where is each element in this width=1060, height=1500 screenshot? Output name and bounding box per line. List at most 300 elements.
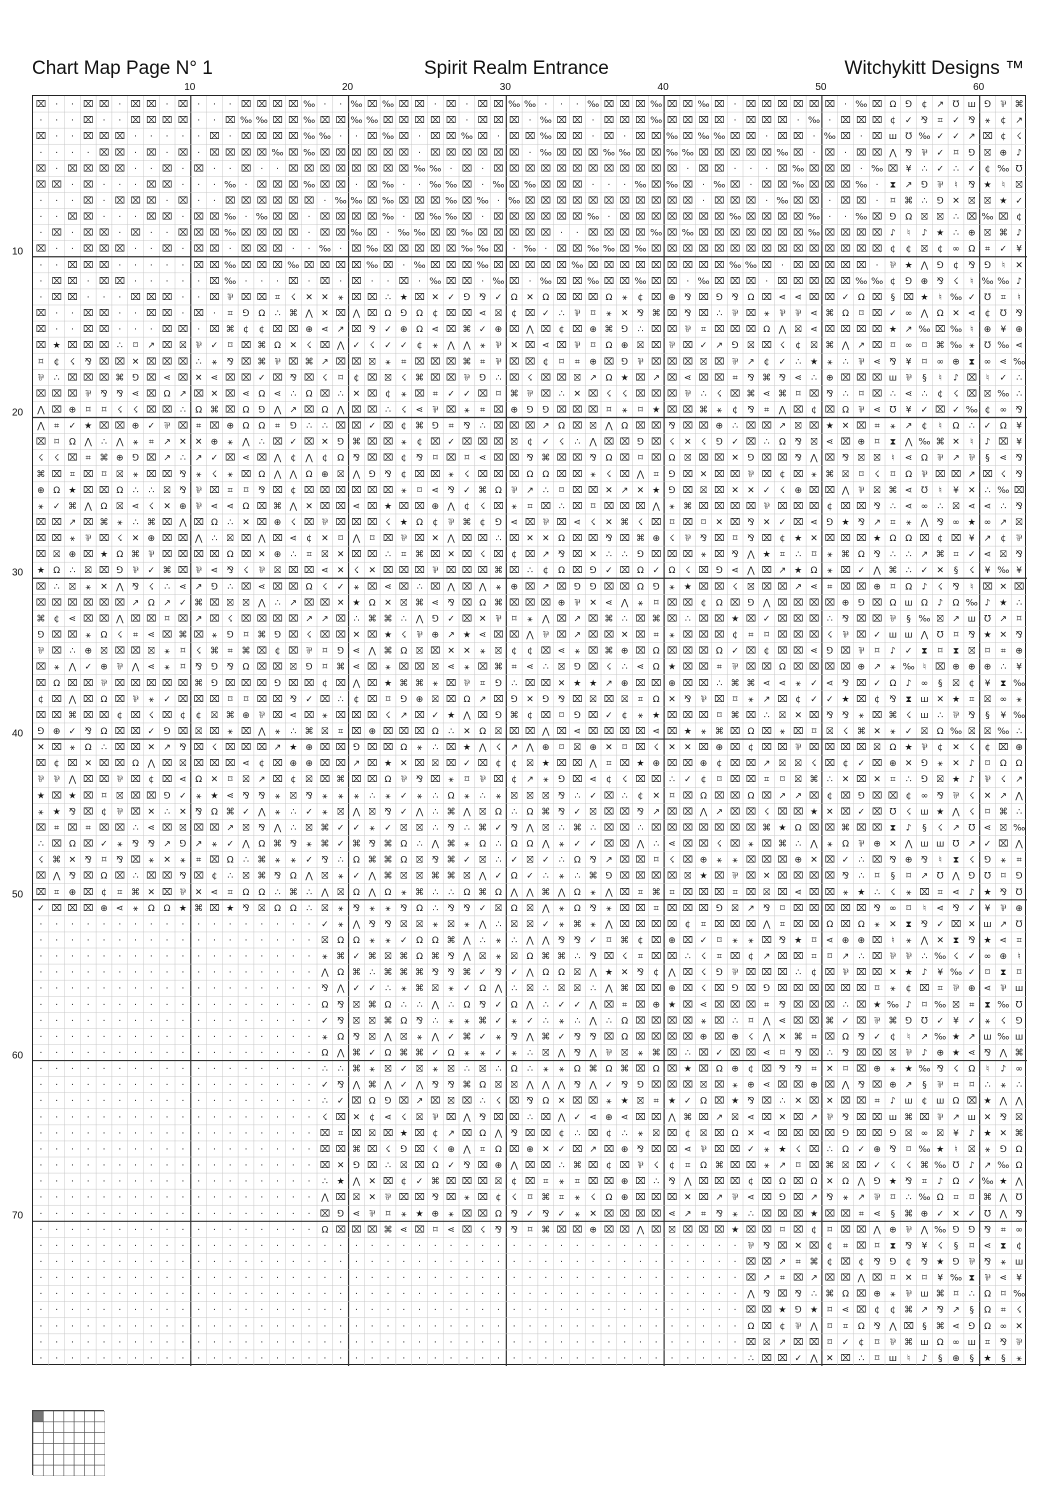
chart-cell-symbol: ¢ bbox=[54, 614, 60, 624]
chart-cell-symbol: ⚹ bbox=[464, 663, 470, 673]
chart-cell-symbol: ⋅ bbox=[197, 1193, 200, 1203]
chart-cell-symbol: ⌘ bbox=[573, 823, 582, 833]
chart-cell-symbol: ⋅ bbox=[229, 984, 232, 994]
chart-cell-symbol: ⛝ bbox=[243, 823, 250, 833]
chart-cell-symbol: ⋅ bbox=[544, 100, 547, 110]
chart-cell-symbol: ✓ bbox=[400, 791, 408, 801]
chart-cell-symbol: ↗ bbox=[779, 1161, 787, 1171]
chart-cell-symbol: ⅁ bbox=[716, 904, 723, 914]
chart-cell-symbol: Ω bbox=[732, 1129, 739, 1139]
stitch-chart-grid bbox=[32, 95, 1026, 1365]
chart-cell-symbol: ⊕ bbox=[936, 1049, 944, 1059]
chart-cell-symbol: ☇ bbox=[322, 373, 327, 383]
chart-cell-symbol: ⋅ bbox=[103, 1081, 106, 1091]
chart-cell-symbol: ☇ bbox=[938, 823, 943, 833]
chart-cell-symbol: ш bbox=[889, 132, 897, 142]
chart-cell-symbol: ⋅ bbox=[71, 325, 74, 335]
chart-cell-symbol: ⋅ bbox=[434, 1322, 437, 1332]
chart-cell-symbol: ⌧ bbox=[872, 132, 882, 142]
chart-cell-symbol: ✕ bbox=[589, 598, 597, 608]
chart-cell-symbol: ✓ bbox=[432, 711, 440, 721]
chart-cell-symbol: ⛝ bbox=[842, 1161, 849, 1171]
chart-cell-symbol: ⌧ bbox=[241, 293, 251, 303]
chart-cell-symbol: Ω bbox=[984, 1306, 991, 1316]
chart-cell-symbol: ⌧ bbox=[67, 389, 77, 399]
chart-cell-symbol: ‰ bbox=[1013, 357, 1025, 367]
chart-cell-symbol: ☇ bbox=[796, 1145, 801, 1155]
chart-cell-symbol: ⌑ bbox=[827, 1225, 832, 1235]
chart-cell-symbol: ⚹ bbox=[559, 840, 565, 850]
chart-cell-symbol: ⌧ bbox=[193, 550, 203, 560]
chart-cell-symbol: ⋅ bbox=[245, 984, 248, 994]
chart-cell-symbol: ⋅ bbox=[103, 293, 106, 303]
chart-cell-symbol: ⅁ bbox=[968, 1225, 975, 1235]
chart-cell-symbol: Ω bbox=[495, 486, 502, 496]
chart-cell-symbol: Ω bbox=[195, 405, 202, 415]
chart-cell-symbol: ⌘ bbox=[604, 647, 613, 657]
chart-cell-symbol: ⌧ bbox=[651, 952, 661, 962]
chart-cell-symbol: ⌧ bbox=[525, 1161, 535, 1171]
chart-cell-symbol: ⚹ bbox=[575, 1209, 581, 1219]
chart-cell-symbol: ⋀ bbox=[352, 1081, 361, 1091]
chart-cell-symbol: ⋅ bbox=[260, 1225, 263, 1235]
chart-cell-symbol: ⌧ bbox=[619, 277, 629, 287]
chart-cell-symbol: ⌧ bbox=[856, 823, 866, 833]
chart-cell-symbol: ⊕ bbox=[526, 1145, 534, 1155]
chart-cell-symbol: ⅌ bbox=[732, 309, 738, 319]
chart-cell-symbol: ⌧ bbox=[99, 341, 109, 351]
chart-cell-symbol: ⚹ bbox=[590, 470, 596, 480]
chart-cell-symbol: ♪ bbox=[953, 373, 959, 383]
chart-cell-symbol: ⌧ bbox=[667, 759, 677, 769]
chart-cell-symbol: ¢ bbox=[101, 807, 107, 817]
chart-cell-symbol: ⋅ bbox=[197, 1177, 200, 1187]
chart-cell-symbol: ⧗ bbox=[969, 357, 975, 367]
chart-cell-symbol: ⋅ bbox=[197, 1241, 200, 1251]
chart-cell-symbol: ⋅ bbox=[55, 1225, 58, 1235]
chart-cell-symbol: ⋅ bbox=[292, 1016, 295, 1026]
chart-cell-symbol: ⋅ bbox=[418, 148, 421, 158]
chart-cell-symbol: ∴ bbox=[180, 454, 186, 464]
chart-cell-symbol: ⋖ bbox=[69, 614, 77, 624]
chart-cell-symbol: ⊕ bbox=[321, 470, 329, 480]
chart-cell-symbol: Ω bbox=[416, 952, 423, 962]
chart-cell-symbol: ★ bbox=[384, 631, 392, 641]
chart-cell-symbol: ⋅ bbox=[655, 1306, 658, 1316]
chart-cell-symbol: ⅌ bbox=[874, 1016, 880, 1026]
chart-cell-symbol: ⛝ bbox=[385, 1065, 392, 1075]
chart-cell-symbol: ⋖ bbox=[952, 888, 960, 898]
chart-cell-symbol: ★ bbox=[873, 1000, 881, 1010]
column-label: 10 bbox=[184, 82, 195, 93]
chart-cell-symbol: ☇ bbox=[969, 791, 974, 801]
chart-cell-symbol: ⌧ bbox=[588, 711, 598, 721]
chart-cell-symbol: Ω bbox=[511, 293, 518, 303]
chart-cell-symbol: ‰ bbox=[256, 213, 268, 223]
chart-cell-symbol: ⌧ bbox=[935, 325, 945, 335]
chart-cell-symbol: ⋅ bbox=[229, 100, 232, 110]
chart-cell-symbol: ↗ bbox=[542, 550, 550, 560]
chart-cell-symbol: ⋖ bbox=[905, 486, 913, 496]
chart-cell-symbol: ⌘ bbox=[305, 357, 314, 367]
chart-cell-symbol: ⅌ bbox=[732, 1193, 738, 1203]
chart-cell-symbol: ∴ bbox=[574, 438, 580, 448]
chart-cell-symbol: ✓ bbox=[337, 582, 345, 592]
chart-cell-symbol: ∴ bbox=[511, 984, 517, 994]
chart-cell-symbol: ⋅ bbox=[39, 1209, 42, 1219]
chart-cell-symbol: ☇ bbox=[228, 614, 233, 624]
chart-cell-symbol: ⛝ bbox=[937, 775, 944, 785]
chart-cell-symbol: ⅌ bbox=[937, 180, 943, 190]
chart-cell-symbol: ⋅ bbox=[229, 968, 232, 978]
chart-cell-symbol: ⌧ bbox=[351, 550, 361, 560]
chart-cell-symbol: ⋅ bbox=[166, 1209, 169, 1219]
chart-cell-symbol: ✕ bbox=[305, 293, 313, 303]
chart-cell-symbol: ⋅ bbox=[134, 261, 137, 271]
chart-cell-symbol: ⋅ bbox=[260, 1322, 263, 1332]
chart-cell-symbol: ⌧ bbox=[604, 840, 614, 850]
chart-cell-symbol: ⅁ bbox=[716, 566, 723, 576]
chart-cell-symbol: ⚹ bbox=[906, 888, 912, 898]
chart-cell-symbol: ⋅ bbox=[387, 277, 390, 287]
chart-cell-symbol: ¥ bbox=[1016, 566, 1022, 576]
chart-cell-symbol: ⌧ bbox=[698, 293, 708, 303]
chart-cell-symbol: ⋅ bbox=[418, 1306, 421, 1316]
chart-cell-symbol: ⌧ bbox=[667, 823, 677, 833]
chart-cell-symbol: ⌑ bbox=[386, 695, 391, 705]
chart-cell-symbol: ⋅ bbox=[39, 1258, 42, 1268]
chart-cell-symbol: ∴ bbox=[543, 872, 549, 882]
chart-cell-symbol: ⌘ bbox=[778, 840, 787, 850]
chart-cell-symbol: ☇ bbox=[196, 647, 201, 657]
chart-cell-symbol: ⌧ bbox=[761, 100, 771, 110]
chart-cell-symbol: ✓ bbox=[305, 856, 313, 866]
chart-cell-symbol: Ω bbox=[795, 823, 802, 833]
chart-cell-symbol: ⌧ bbox=[777, 454, 787, 464]
chart-cell-symbol: ‰ bbox=[855, 180, 867, 190]
chart-cell-symbol: ⋅ bbox=[260, 1177, 263, 1187]
chart-cell-symbol: ⌘ bbox=[257, 341, 266, 351]
chart-cell-symbol: ⋅ bbox=[749, 180, 752, 190]
chart-cell-symbol: ✓ bbox=[763, 614, 771, 624]
chart-cell-symbol: ✕ bbox=[321, 309, 329, 319]
chart-cell-symbol: ⌧ bbox=[793, 518, 803, 528]
chart-cell-symbol: ✓ bbox=[384, 823, 392, 833]
chart-cell-symbol: ✕ bbox=[731, 454, 739, 464]
chart-cell-symbol: ✕ bbox=[526, 293, 534, 303]
chart-cell-symbol: ⅁ bbox=[369, 470, 376, 480]
chart-cell-symbol: ⌑ bbox=[638, 405, 643, 415]
chart-cell-symbol: ⌑ bbox=[717, 936, 722, 946]
chart-cell-symbol: ⋅ bbox=[103, 1016, 106, 1026]
chart-cell-symbol: ⌧ bbox=[730, 389, 740, 399]
chart-cell-symbol: ⌧ bbox=[51, 647, 61, 657]
chart-cell-symbol: ∴ bbox=[890, 550, 896, 560]
chart-cell-symbol: ⋅ bbox=[686, 1306, 689, 1316]
chart-cell-symbol: ♮ bbox=[907, 229, 910, 239]
chart-cell-symbol: ☇ bbox=[480, 550, 485, 560]
chart-cell-symbol: ★ bbox=[984, 180, 992, 190]
chart-cell-symbol: ☇ bbox=[748, 1032, 753, 1042]
chart-cell-symbol: ⌧ bbox=[604, 116, 614, 126]
chart-cell-symbol: ⋅ bbox=[118, 100, 121, 110]
chart-cell-symbol: ⅌ bbox=[906, 1290, 912, 1300]
chart-cell-symbol: ☇ bbox=[938, 582, 943, 592]
chart-cell-symbol: ⋅ bbox=[276, 968, 279, 978]
chart-cell-symbol: ⌧ bbox=[209, 486, 219, 496]
chart-cell-symbol: ⌑ bbox=[827, 1306, 832, 1316]
chart-cell-symbol: ⌑ bbox=[969, 1193, 974, 1203]
chart-cell-symbol: ⅋ bbox=[874, 904, 881, 914]
chart-cell-symbol: ♮ bbox=[970, 582, 973, 592]
chart-cell-symbol: Ω bbox=[385, 309, 392, 319]
chart-cell-symbol: ⌗ bbox=[1001, 647, 1006, 657]
chart-cell-symbol: ⌧ bbox=[919, 1113, 929, 1123]
chart-cell-symbol: ⋖ bbox=[794, 888, 802, 898]
chart-cell-symbol: ⌧ bbox=[272, 100, 282, 110]
chart-cell-symbol: ⚹ bbox=[370, 1065, 376, 1075]
chart-cell-symbol: ⌧ bbox=[399, 663, 409, 673]
chart-cell-symbol: ⌧ bbox=[635, 422, 645, 432]
chart-cell-symbol: ⌘ bbox=[273, 840, 282, 850]
chart-cell-symbol: ∴ bbox=[732, 1016, 738, 1026]
chart-cell-symbol: ⅋ bbox=[937, 791, 944, 801]
chart-cell-symbol: ⌧ bbox=[683, 422, 693, 432]
chart-cell-symbol: ⋅ bbox=[245, 1225, 248, 1235]
chart-cell-symbol: ⋅ bbox=[103, 952, 106, 962]
chart-cell-symbol: ☇ bbox=[38, 856, 43, 866]
chart-cell-symbol: ⌧ bbox=[651, 132, 661, 142]
chart-cell-symbol: ⌧ bbox=[446, 743, 456, 753]
chart-cell-symbol: ⋀ bbox=[462, 1113, 471, 1123]
chart-cell-symbol: ⚹ bbox=[496, 582, 502, 592]
chart-cell-symbol: ⋀ bbox=[778, 405, 787, 415]
chart-cell-symbol: ↗ bbox=[526, 775, 534, 785]
chart-cell-symbol: ⌧ bbox=[651, 1225, 661, 1235]
chart-cell-symbol: ⋅ bbox=[213, 180, 216, 190]
chart-cell-symbol: ⌧ bbox=[367, 309, 377, 319]
chart-cell-symbol: ⅋ bbox=[889, 695, 896, 705]
chart-cell-symbol: ✓ bbox=[463, 486, 471, 496]
chart-cell-symbol: Ω bbox=[511, 840, 518, 850]
chart-cell-symbol: ⌧ bbox=[446, 1177, 456, 1187]
chart-cell-symbol: ⌧ bbox=[509, 1113, 519, 1123]
chart-cell-symbol: ⋅ bbox=[118, 1000, 121, 1010]
chart-cell-symbol: ✕ bbox=[211, 775, 219, 785]
chart-cell-symbol: ⛝ bbox=[621, 695, 628, 705]
chart-cell-symbol: ⋅ bbox=[529, 1258, 532, 1268]
chart-cell-symbol: ⌧ bbox=[730, 196, 740, 206]
chart-cell-symbol: ⋖ bbox=[179, 582, 187, 592]
chart-cell-symbol: ⊕ bbox=[889, 1081, 897, 1091]
chart-cell-symbol: ⅋ bbox=[1016, 1209, 1023, 1219]
chart-cell-symbol: ⅋ bbox=[495, 968, 502, 978]
chart-cell-symbol: ‰ bbox=[224, 213, 236, 223]
chart-cell-symbol: ¢ bbox=[685, 1129, 691, 1139]
chart-cell-symbol: ⋖ bbox=[447, 663, 455, 673]
chart-cell-symbol: ⋅ bbox=[103, 196, 106, 206]
chart-cell-symbol: ⌧ bbox=[698, 1225, 708, 1235]
chart-cell-symbol: ⌧ bbox=[351, 775, 361, 785]
chart-cell-symbol: ⋅ bbox=[55, 1113, 58, 1123]
chart-cell-symbol: ⋅ bbox=[71, 968, 74, 978]
chart-cell-symbol: ⌧ bbox=[967, 213, 977, 223]
chart-cell-symbol: ⌧ bbox=[541, 229, 551, 239]
chart-cell-symbol: ⋅ bbox=[39, 277, 42, 287]
chart-cell-symbol: ✕ bbox=[794, 1097, 802, 1107]
chart-cell-symbol: ⊕ bbox=[921, 1209, 929, 1219]
chart-cell-symbol: ∞ bbox=[1015, 1225, 1023, 1235]
chart-cell-symbol: ⌧ bbox=[320, 743, 330, 753]
chart-cell-symbol: ↗ bbox=[747, 904, 755, 914]
chart-cell-symbol: ↗ bbox=[716, 341, 724, 351]
chart-cell-symbol: ⅁ bbox=[842, 1129, 849, 1139]
chart-cell-symbol: ⋀ bbox=[525, 823, 534, 833]
chart-cell-symbol: ★ bbox=[936, 229, 944, 239]
chart-cell-symbol: ✕ bbox=[195, 438, 203, 448]
chart-cell-symbol: ✓ bbox=[779, 357, 787, 367]
chart-cell-symbol: ⋅ bbox=[71, 936, 74, 946]
chart-cell-symbol: ✕ bbox=[779, 1032, 787, 1042]
chart-cell-symbol: ⅌ bbox=[117, 807, 123, 817]
chart-cell-symbol: ‰ bbox=[918, 132, 930, 142]
chart-cell-symbol: Ω bbox=[479, 984, 486, 994]
chart-cell-symbol: ‰ bbox=[319, 132, 331, 142]
chart-cell-symbol: ⋅ bbox=[55, 1193, 58, 1203]
chart-cell-symbol: ♮ bbox=[1002, 261, 1005, 271]
chart-cell-symbol: ⌧ bbox=[83, 196, 93, 206]
chart-cell-symbol: ⛝ bbox=[243, 872, 250, 882]
chart-cell-symbol: ↗ bbox=[574, 631, 582, 641]
chart-cell-symbol: Ω bbox=[416, 518, 423, 528]
chart-cell-symbol: ↗ bbox=[652, 373, 660, 383]
chart-cell-symbol: ⋅ bbox=[197, 1065, 200, 1075]
chart-cell-symbol: ⌧ bbox=[193, 261, 203, 271]
chart-cell-symbol: ⌧ bbox=[399, 132, 409, 142]
chart-cell-symbol: ⛝ bbox=[495, 309, 502, 319]
chart-cell-symbol: ⋅ bbox=[118, 1032, 121, 1042]
chart-cell-symbol: ⌘ bbox=[415, 373, 424, 383]
chart-cell-symbol: ⚹ bbox=[117, 840, 123, 850]
chart-cell-symbol: ⋅ bbox=[150, 920, 153, 930]
chart-cell-symbol: ⌧ bbox=[793, 1193, 803, 1203]
chart-cell-symbol: ★ bbox=[778, 1306, 786, 1316]
chart-cell-symbol: ⋖ bbox=[810, 518, 818, 528]
chart-cell-symbol: ⛝ bbox=[306, 823, 313, 833]
chart-cell-symbol: ⌧ bbox=[825, 229, 835, 239]
chart-cell-symbol: ‰ bbox=[524, 100, 536, 110]
chart-cell-symbol: ¢ bbox=[748, 952, 754, 962]
chart-cell-symbol: ⋅ bbox=[150, 1258, 153, 1268]
chart-cell-symbol: ⌧ bbox=[651, 325, 661, 335]
chart-cell-symbol: ⅁ bbox=[747, 454, 754, 464]
chart-cell-symbol: ∴ bbox=[432, 888, 438, 898]
chart-cell-symbol: ✓ bbox=[258, 373, 266, 383]
chart-cell-symbol: ⋅ bbox=[134, 1177, 137, 1187]
chart-cell-symbol: ⋅ bbox=[87, 1032, 90, 1042]
chart-cell-symbol: ‰ bbox=[319, 245, 331, 255]
chart-cell-symbol: ⌧ bbox=[83, 679, 93, 689]
chart-cell-symbol: ⌧ bbox=[746, 277, 756, 287]
chart-cell-symbol: ✕ bbox=[589, 550, 597, 560]
chart-cell-symbol: ⌘ bbox=[226, 325, 235, 335]
chart-cell-symbol: ⋅ bbox=[213, 1193, 216, 1203]
chart-cell-symbol: ⌧ bbox=[193, 631, 203, 641]
chart-cell-symbol: ⌘ bbox=[620, 984, 629, 994]
chart-cell-symbol: ⌧ bbox=[809, 920, 819, 930]
chart-cell-symbol: ⛝ bbox=[337, 888, 344, 898]
chart-cell-symbol: ⋅ bbox=[181, 180, 184, 190]
chart-cell-symbol: ⅋ bbox=[463, 904, 470, 914]
chart-cell-symbol: ⌧ bbox=[761, 213, 771, 223]
chart-cell-symbol: ⌧ bbox=[761, 791, 771, 801]
chart-cell-symbol: ⊕ bbox=[731, 1065, 739, 1075]
chart-cell-symbol: ⌧ bbox=[809, 277, 819, 287]
chart-cell-symbol: ⋅ bbox=[134, 1306, 137, 1316]
chart-cell-symbol: ⌘ bbox=[825, 470, 834, 480]
chart-cell-symbol: ⚹ bbox=[275, 727, 281, 737]
chart-cell-symbol: ⌑ bbox=[654, 856, 659, 866]
chart-cell-symbol: ⋅ bbox=[860, 164, 863, 174]
chart-cell-symbol: ⌧ bbox=[67, 341, 77, 351]
chart-cell-symbol: ⋅ bbox=[260, 1145, 263, 1155]
chart-cell-symbol: ⧗ bbox=[953, 647, 959, 657]
chart-cell-symbol: ⌧ bbox=[367, 775, 377, 785]
chart-cell-symbol: ⌧ bbox=[793, 245, 803, 255]
chart-cell-symbol: ⌧ bbox=[604, 196, 614, 206]
chart-cell-symbol: ⌧ bbox=[225, 116, 235, 126]
chart-cell-symbol: ⌧ bbox=[304, 373, 314, 383]
chart-cell-symbol: ⌧ bbox=[825, 872, 835, 882]
chart-cell-symbol: ⋅ bbox=[118, 952, 121, 962]
chart-cell-symbol: ⌧ bbox=[99, 148, 109, 158]
chart-cell-symbol: ★ bbox=[842, 695, 850, 705]
chart-cell-symbol: ⌧ bbox=[304, 598, 314, 608]
chart-cell-symbol: ⅋ bbox=[511, 823, 518, 833]
chart-cell-symbol: ⚹ bbox=[827, 550, 833, 560]
chart-cell-symbol: ⌧ bbox=[493, 116, 503, 126]
chart-cell-symbol: ⌧ bbox=[130, 116, 140, 126]
chart-cell-symbol: ⋅ bbox=[245, 952, 248, 962]
chart-cell-symbol: ⌧ bbox=[51, 180, 61, 190]
chart-cell-symbol: ⌘ bbox=[620, 518, 629, 528]
chart-cell-symbol: ⋅ bbox=[134, 1129, 137, 1139]
chart-cell-symbol: ⅋ bbox=[842, 1049, 849, 1059]
chart-cell-symbol: ⌧ bbox=[36, 438, 46, 448]
chart-cell-symbol: ⅁ bbox=[542, 405, 549, 415]
chart-cell-symbol: ⅌ bbox=[669, 341, 675, 351]
chart-cell-symbol: ✕ bbox=[637, 486, 645, 496]
chart-cell-symbol: ⊕ bbox=[132, 422, 140, 432]
chart-cell-symbol: ⌧ bbox=[761, 856, 771, 866]
chart-cell-symbol: ⌧ bbox=[698, 422, 708, 432]
chart-cell-symbol: ⋀ bbox=[604, 920, 613, 930]
chart-cell-symbol: ∴ bbox=[922, 952, 928, 962]
chart-cell-symbol: ⌧ bbox=[462, 196, 472, 206]
chart-cell-symbol: ⋅ bbox=[671, 1258, 674, 1268]
chart-cell-symbol: ⌧ bbox=[683, 711, 693, 721]
chart-cell-symbol: ℧ bbox=[1016, 920, 1023, 930]
chart-cell-symbol: ⌧ bbox=[99, 309, 109, 319]
chart-cell-symbol: ♪ bbox=[937, 598, 943, 608]
chart-cell-symbol: ★ bbox=[400, 518, 408, 528]
chart-cell-symbol: ⌧ bbox=[730, 1049, 740, 1059]
chart-cell-symbol: ⅌ bbox=[906, 373, 912, 383]
chart-cell-symbol: ⋅ bbox=[245, 1161, 248, 1171]
chart-cell-symbol: ∞ bbox=[984, 952, 992, 962]
chart-cell-symbol: ⌧ bbox=[241, 196, 251, 206]
chart-cell-symbol: ⋅ bbox=[197, 984, 200, 994]
